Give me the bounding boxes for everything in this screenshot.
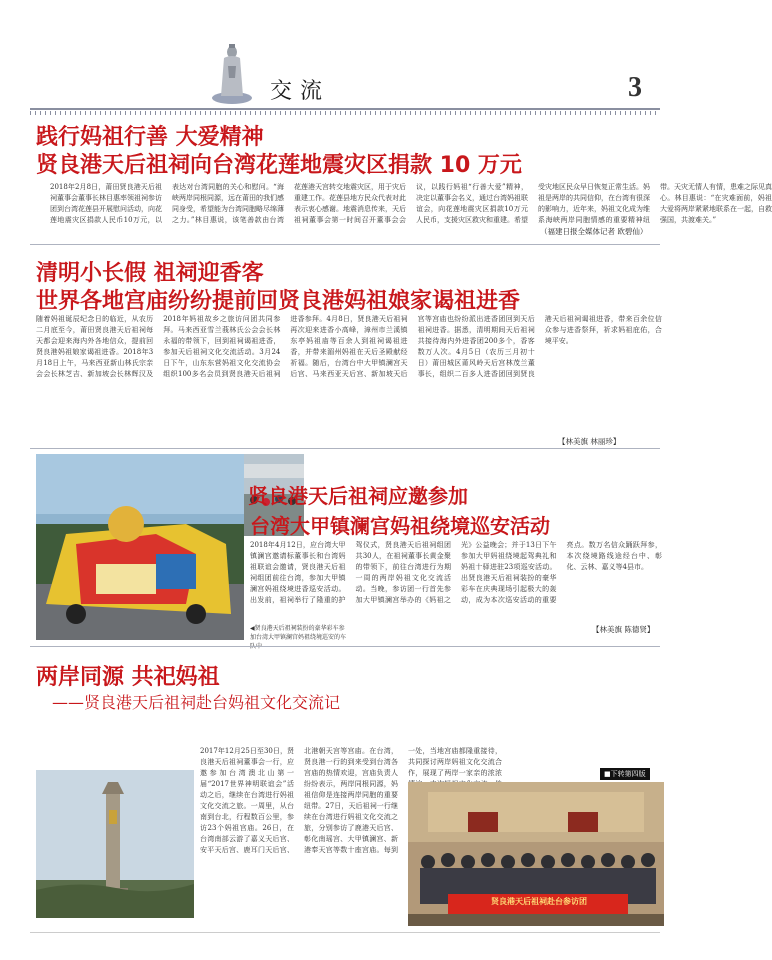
article1-body: 2018年2月8日，莆田贤良港天后祖祠董事会董事长林目惠率领祖祠参访团到台湾花莲县开展慰问活动，向花莲地震灾区捐款人民币10万元，以表达对台湾同胞的关心和慰问。“海峡两岸同根同源，远在莆田的我们感同身受，希望能为台湾同胞略尽绵薄之力。”林目惠说，该笔善款由台湾花莲港天宫转交地震灾区，用于灾后重建工作。花莲县地方民众代表对此表示衷心感谢。地震消息传来，天后祖祠董事会第一时间召开董事会会议，以践行妈祖“行善大爱”精神，决定以董事会名义，通过台湾妈祖联谊会，向花莲地震灾区捐款10万元人民币，支援灾区救灾和重建。希望受灾地区民众早日恢复正常生活。妈祖是两岸的共同信仰，在台湾有很深的影响力，近年来，妈祖文化成为维系海峡两岸同胞情感的重要精神纽带。天灾无情人有情，患难之际见真心。林目惠说：“在灾难面前，妈祖大爱将两岸紧紧地联系在一起，自救强国，共渡难关。” (50, 183, 772, 224)
article3-byline: 【林美旗 陈德贤】 (592, 625, 655, 634)
article1-headline[interactable]: 践行妈祖行善 大爱精神 (36, 125, 264, 150)
float-parade-photo (36, 454, 244, 640)
article2-headline[interactable]: 清明小长假 祖祠迎香客 (36, 261, 264, 286)
continued-tag[interactable]: ■下转第四版 (600, 768, 650, 780)
article1-subheadline[interactable]: 贤良港天后祖祠向台湾花莲地震灾区捐款 10 万元 (36, 153, 522, 178)
page-header (0, 0, 690, 118)
header-ticks (30, 111, 660, 115)
header-rule (30, 108, 660, 110)
page-number: 3 (628, 72, 642, 103)
group-photo (408, 782, 664, 926)
article2-byline: 【林美旗 林丽珍】 (558, 437, 621, 446)
article3-subheadline[interactable]: 台湾大甲镇澜宫妈祖绕境巡安活动 (250, 514, 550, 538)
separator-2 (30, 448, 660, 449)
article4-body: 2017年12月25日至30日，贤良港天后祖祠董事会一行，应邀参加台湾澳北山第一届“2017世界神明联谊会”活动之后，继续在台湾进行妈祖文化交流之旅。一周里，从台南到台北，行程数百公里，参访23个妈祖宫庙。26日，在台湾南部云游了嘉义天后宫、安平天后宫、鹿耳门天后宫、北港朝天宫等宫庙。在台湾，贤良港一行的到来受到台湾各宫庙的热情欢迎，宫庙负责人纷纷表示，两岸同根同源，妈祖信仰是连接两岸同胞的重要纽带。27日，天后祖祠一行继续在台湾进行妈祖文化交流之旅，分别参访了鹿港天后宫、彰化南瑶宫、大甲镇澜宫、新港奉天宫等数十座宫庙。每到一处，当地宫庙都隆重接待，共同探讨两岸妈祖文化交流合作，展现了两岸一家亲的浓浓 (200, 747, 502, 854)
mazu-statue-icon (210, 38, 254, 104)
article4-subheadline[interactable]: ——贤良港天后祖祠赴台妈祖文化交流记 (52, 693, 341, 712)
article4-body-continued (508, 746, 664, 766)
separator-1 (30, 244, 660, 245)
article3-photo-caption: ◀贤良港天后祖祠装扮的豪华彩车参加台湾大甲镇澜宫妈祖绕境巡安的车 (250, 625, 347, 641)
footer-rule (30, 932, 660, 933)
article3-body: 2018年4月12日，应台湾大甲镇澜宫邀请标董事长和台湾妈祖联谊会邀请，贤良港天后祖祠组团前往台湾，参加大甲镇澜宫妈祖绕境进香巡安活动。出发前，祖祠举行了隆重的护驾仪式，贤良港天后祖祠组团共30人，在祖祠董事长黄金聚的带领下，前往台湾进行为期一周的两岸妈祖文化交流活动。当晚，参访团一行首先参加大甲镇澜宫举办的《妈祖之光》公益晚会；并于13日下午参加大甲妈祖绕境起驾典礼和妈祖十驿进驻23项巡安活动。出贤良港天后祖祠装扮的豪华彩车在庆典现场引起极大的轰动，成为本次巡安活动的重要亮点。数万名信众踊跃拜参，本次绕境路线途经台中、彰化、云林、嘉义等4县市。 (250, 541, 662, 604)
group-photo-banner: 贤良港天后祖祠赴台参访团 (491, 897, 587, 906)
article2-body: 随着妈祖诞辰纪念日的临近，从农历二月底至今，莆田贤良港天后祖祠每天都会迎来海内外各地信众，提前回贤良港妈祖娘家谒祖进香。2018年3月18日上午，马来西亚新山林氏宗亲会会长林芝吉、新加坡会长林辉汉及2018年妈祖故乡之旅访问团共同参拜。马来西亚雪兰莪林氏公会会长林永福的带领下，回到祖祠谒祖进香，参加天后祖祠文化交流活动。3月24日下午，山东东营妈祖文化交流协会组织100多名会员到贤良港天后祖祠进香参拜。4月8日，贤良港天后祖祠再次迎来进香小高峰，漳州市兰溪镇东亭妈祖庙等百余人到祖祠谒祖进香，并带来湄州妈祖在天后圣殿献经祈福。随后，台湾台中大甲镇澜宫天后宫、马来西亚天后宫、新加坡天后宫等宫庙也纷纷派出进香团回到天后祖祠进香。据悉，清明期间天后祖祠共接待海内外进香团200多个，香客数万人次。4月5日（农历三月初十日）莆田城区莆风岭天后宫林茂兰董事长，组织二百多人进香团回到贤良港天后祖祠谒祖进香，带来百余位信众参与进香祭拜，祈求妈祖庇佑，合境平安。 (36, 315, 662, 378)
monument-photo (36, 770, 194, 918)
article2-subheadline[interactable]: 世界各地宫庙纷纷提前回贤良港妈祖娘家谒祖进香 (36, 289, 521, 314)
article1-byline: （福建日报全媒体记者 欧碧仙） (540, 227, 648, 236)
separator-3 (30, 646, 660, 647)
article4-headline[interactable]: 两岸同源 共祀妈祖 (36, 665, 220, 690)
section-title: 交流 (270, 79, 331, 104)
article3-headline[interactable]: 贤良港天后祖祠应邀参加 (248, 484, 468, 508)
